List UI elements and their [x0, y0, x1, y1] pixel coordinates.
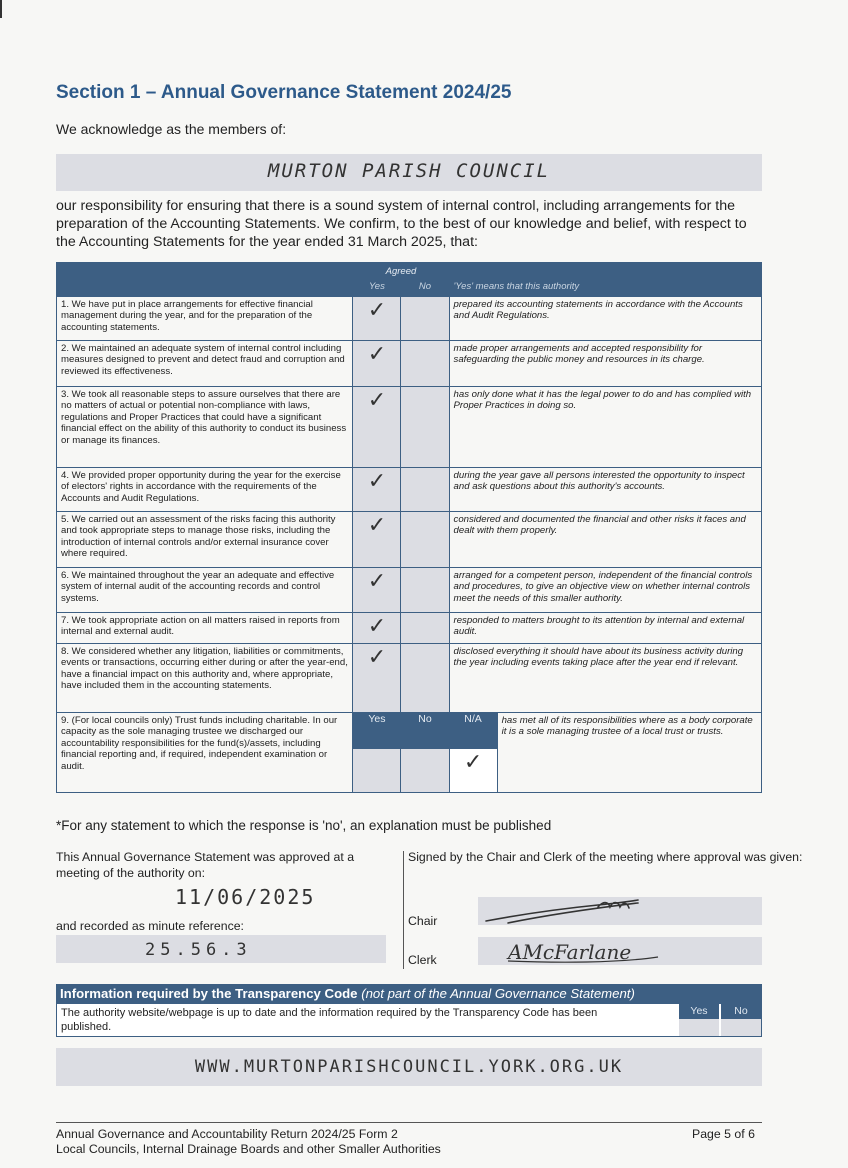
- page-number: Page 5 of 6: [692, 1127, 755, 1141]
- statement-4: 4. We provided proper opportunity during the year for the exercise of electors' rights in accordance with the requirements of the Accounts and Audit Regulations.: [57, 468, 353, 512]
- tick-yes-4[interactable]: ✓: [353, 468, 401, 512]
- row9-yes-label: Yes: [353, 713, 401, 749]
- row9-no-cell[interactable]: [401, 749, 449, 793]
- header-blank: [57, 263, 353, 297]
- clerk-label: Clerk: [408, 953, 437, 967]
- means-header: 'Yes' means that this authority: [449, 281, 761, 297]
- tick-yes-6[interactable]: ✓: [353, 568, 401, 613]
- no-header: No: [401, 281, 449, 297]
- transparency-heading: [56, 984, 762, 1003]
- clerk-signature-field[interactable]: [478, 937, 762, 965]
- chair-signature: [478, 897, 762, 925]
- no-cell-1[interactable]: [401, 297, 449, 341]
- row9-no-label: No: [401, 713, 449, 749]
- governance-table: [56, 262, 762, 793]
- table-row: [57, 387, 762, 468]
- yes-header: Yes: [353, 281, 401, 297]
- no-cell-6[interactable]: [401, 568, 449, 613]
- table-row: [57, 341, 762, 387]
- transparency-row: [56, 1003, 762, 1037]
- transparency-yes-box[interactable]: [679, 1019, 719, 1036]
- statement-2: 2. We maintained an adequate system of internal control including measures designed to prevent and detect fraud and corruption and reviewed its effectiveness.: [57, 341, 353, 387]
- no-cell-2[interactable]: [401, 341, 449, 387]
- table-row: [57, 297, 762, 341]
- website-field[interactable]: [56, 1048, 762, 1086]
- agreed-header: Agreed: [353, 263, 449, 281]
- intro-paragraph: our responsibility for ensuring that there is a sound system of internal control, including arrangements for the preparation of the Accounting Statements. We confirm, to the best of our knowledge and belief, with respect to the Accounting Statements for the year ended 31 March 2025, that:: [56, 198, 747, 250]
- meaning-9: has met all of its responsibilities where as a body corporate it is a sole managing trustee of a local trust or trusts.: [497, 713, 761, 793]
- table-row: [57, 613, 762, 644]
- statement-1: 1. We have put in place arrangements for effective financial management during the year, and for the preparation of the accounting statements.: [57, 297, 353, 341]
- minute-reference: 25.56.3: [145, 940, 252, 960]
- chair-label: Chair: [408, 914, 438, 928]
- tick-yes-1[interactable]: ✓: [353, 297, 401, 341]
- transparency-separator: [719, 1004, 721, 1036]
- table-row: [57, 468, 762, 512]
- footer-line-1: Annual Governance and Accountability Return 2024/25 Form 2: [56, 1127, 398, 1141]
- website-address: WWW.MURTONPARISHCOUNCIL.YORK.ORG.UK: [194, 1057, 624, 1077]
- council-name-field[interactable]: [56, 154, 762, 191]
- footer-left: [56, 1127, 441, 1157]
- minute-label: and recorded as minute reference:: [56, 919, 244, 933]
- no-cell-5[interactable]: [401, 512, 449, 568]
- meaning-1: prepared its accounting statements in accordance with the Accounts and Audit Regulations.: [449, 297, 761, 341]
- statement-5: 5. We carried out an assessment of the risks facing this authority and took appropriate steps to manage those risks, including the introduction of internal controls and/or external insurance cover where required.: [57, 512, 353, 568]
- no-cell-8[interactable]: [401, 644, 449, 713]
- statement-3: 3. We took all reasonable steps to assure ourselves that there are no matters of actual or potential non-compliance with laws, regulations and Proper Practices that could have a significant financial effect on the ability of this authority to conduct its business or manage its finances.: [57, 387, 353, 468]
- transparency-yes-label: Yes: [679, 1004, 719, 1019]
- table-row: [57, 644, 762, 713]
- statement-6: 6. We maintained throughout the year an adequate and effective system of internal audit of the accounting records and control systems.: [57, 568, 353, 613]
- tick-yes-8[interactable]: ✓: [353, 644, 401, 713]
- row9-yes-cell[interactable]: [353, 749, 401, 793]
- tick-yes-5[interactable]: ✓: [353, 512, 401, 568]
- row9-na-label: N/A: [449, 713, 497, 749]
- statement-7: 7. We took appropriate action on all matters raised in reports from internal and external audit.: [57, 613, 353, 644]
- tick-yes-3[interactable]: ✓: [353, 387, 401, 468]
- signed-text: Signed by the Chair and Clerk of the meeting where approval was given:: [408, 850, 803, 864]
- tick-yes-2[interactable]: ✓: [353, 341, 401, 387]
- transparency-no-box[interactable]: [721, 1019, 761, 1036]
- statement-9: 9. (For local councils only) Trust funds including charitable. In our capacity as the sole managing trustee we discharged our accountability responsibilities for the fund(s)/assets, including financial reporting and, if required, independent examination or audit.: [57, 713, 353, 793]
- acknowledge-text: We acknowledge as the members of:: [56, 121, 287, 137]
- no-cell-7[interactable]: [401, 613, 449, 644]
- table-row: [57, 568, 762, 613]
- meaning-5: considered and documented the financial and other risks it faces and dealt with them properly.: [449, 512, 761, 568]
- transparency-heading-text: Information required by the Transparency Code: [60, 986, 358, 1001]
- meaning-7: responded to matters brought to its attention by internal and external audit.: [449, 613, 761, 644]
- table-row: [57, 713, 762, 749]
- section-title: Section 1 – Annual Governance Statement 2024/25: [56, 82, 512, 103]
- council-name: MURTON PARISH COUNCIL: [267, 160, 551, 182]
- approved-text: This Annual Governance Statement was approved at a meeting of the authority on:: [56, 850, 355, 880]
- meaning-4: during the year gave all persons interested the opportunity to inspect and ask questions about this authority's accounts.: [449, 468, 761, 512]
- clerk-signature: [478, 937, 762, 965]
- meaning-2: made proper arrangements and accepted responsibility for safeguarding the public money and resources in its charge.: [449, 341, 761, 387]
- header-blank-right: [449, 263, 761, 281]
- divider: [403, 851, 404, 969]
- approval-date[interactable]: 11/06/2025: [175, 885, 316, 909]
- meaning-3: has only done what it has the legal power to do and has complied with Proper Practices in doing so.: [449, 387, 761, 468]
- transparency-no-label: No: [721, 1004, 761, 1019]
- transparency-text: The authority website/webpage is up to date and the information required by the Transparency Code has been published.: [61, 1007, 598, 1033]
- transparency-heading-note: (not part of the Annual Governance Statement): [361, 986, 635, 1001]
- tick-yes-7[interactable]: ✓: [353, 613, 401, 644]
- table-row: [57, 512, 762, 568]
- meaning-6: arranged for a competent person, independent of the financial controls and procedures, to give an objective view on whether internal controls meet the needs of this smaller authority.: [449, 568, 761, 613]
- footer-rule: [56, 1122, 762, 1123]
- scan-edge-mark: [0, 0, 2, 18]
- statement-8: 8. We considered whether any litigation, liabilities or commitments, events or transactions, occurring either during or after the year-end, have a financial impact on this authority and, where appropriate, have included them in the accounting statements.: [57, 644, 353, 713]
- meaning-8: disclosed everything it should have about its business activity during the year including events taking place after the year end if relevant.: [449, 644, 761, 713]
- footer-line-2: Local Councils, Internal Drainage Boards and other Smaller Authorities: [56, 1142, 441, 1156]
- no-cell-4[interactable]: [401, 468, 449, 512]
- clerk-signature-text: AMcFarlane: [508, 940, 632, 964]
- no-cell-3[interactable]: [401, 387, 449, 468]
- chair-signature-field[interactable]: [478, 897, 762, 925]
- tick-na-9[interactable]: ✓: [449, 749, 497, 793]
- footnote: *For any statement to which the response is 'no', an explanation must be published: [56, 818, 552, 833]
